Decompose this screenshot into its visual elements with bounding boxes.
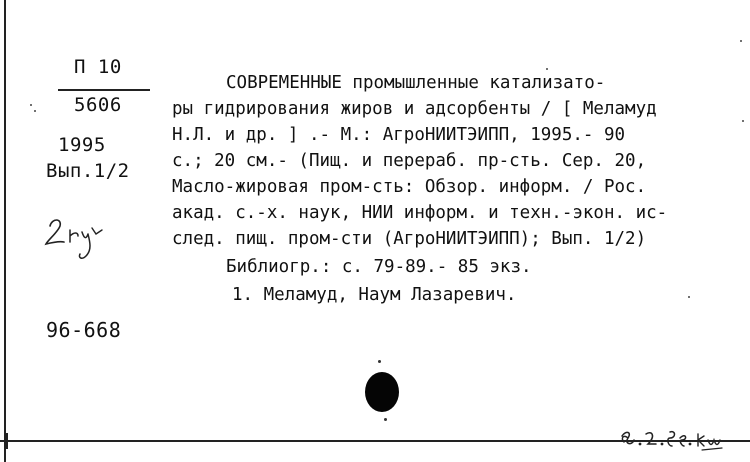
scan-speck — [740, 40, 742, 42]
hole-speck — [384, 418, 387, 421]
scan-speck — [688, 296, 690, 298]
entry-line-7: след. пищ. пром-сти (АгроНИИТЭИПП); Вып. 1/2) — [172, 229, 647, 249]
entry-line-2: ры гидрирования жиров и адсорбенты / [ Меламуд — [172, 99, 657, 119]
inventory-number: 5606 — [74, 94, 122, 116]
entry-line-6: акад. с.-х. наук, НИИ информ. и техн.-экон. ис- — [172, 203, 668, 223]
entry-line-3: Н.Л. и др. ] .- М.: АгроНИИТЭИПП, 1995.- 90 — [172, 125, 626, 145]
entry-line-1: СОВРЕМЕННЫЕ промышленные катализато- — [226, 73, 606, 93]
bibliography-line: Библиогр.: с. 79-89.- 85 экз. — [226, 257, 532, 277]
catalog-number: 96-668 — [46, 318, 122, 342]
publication-year: 1995 — [58, 134, 106, 156]
entry-line-4: с.; 20 см.- (Пищ. и перераб. пр-сть. Сер. 20, — [172, 151, 647, 171]
scan-speck — [30, 104, 32, 106]
punch-hole — [365, 372, 399, 412]
hole-speck — [378, 360, 381, 363]
left-border-line — [4, 0, 6, 462]
handwritten-date — [618, 426, 728, 454]
shelf-code-underline — [58, 89, 150, 91]
handwritten-note — [42, 210, 122, 262]
entry-line-5: Масло-жировая пром-сть: Обзор. информ. / Рос. — [172, 177, 647, 197]
subject-heading-line: 1. Меламуд, Наум Лазаревич. — [232, 285, 517, 305]
scan-speck — [34, 110, 36, 112]
volume-number: Вып.1/2 — [46, 160, 130, 182]
bottom-corner-mark — [0, 433, 14, 449]
scan-speck — [742, 120, 744, 122]
scan-speck — [546, 68, 548, 70]
shelf-code: П 10 — [74, 56, 122, 78]
